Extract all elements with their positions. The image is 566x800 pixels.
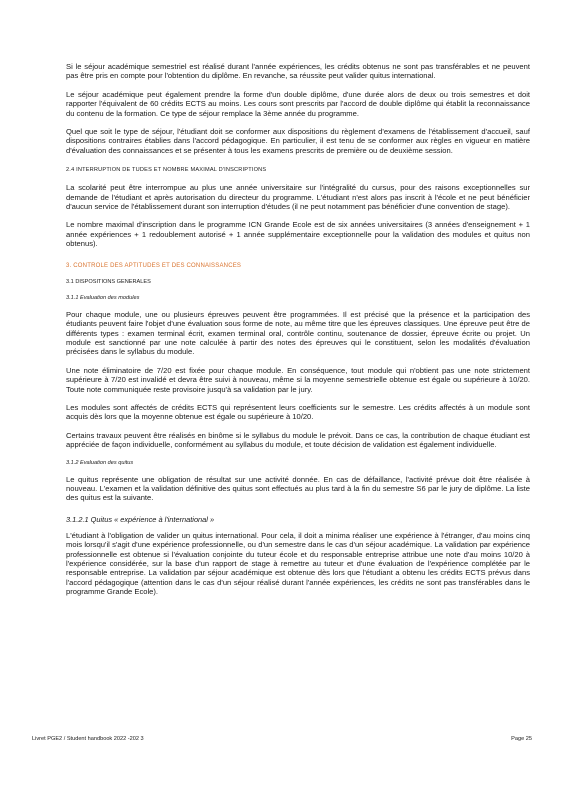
subsubsection-heading: 3.1.2 Evaluation des quitus bbox=[66, 459, 134, 466]
paragraph: Le quitus représente une obligation de résultat sur une activité donnée. En cas de défaillance, l'activité prévue doit être réalisée à nouveau. L'examen et la validation définitive des quitus sont effectués au plus tard à la fin du semestre S6 par le jury de diplôme. La liste des quitus est la suivante. bbox=[66, 474, 530, 503]
section-heading: 2.4 INTERRUPTION DE TUDES ET NOMBRE MAXIMAL D'INSCRIPTIONS bbox=[66, 167, 267, 174]
paragraph: L'étudiant à l'obligation de valider un quitus international. Pour cela, il doit a minima réaliser une expérience à l'étranger, d'au moins cinq mois lorsqu'il s'agit d'une expérience professionnelle, ou d'un semestre dans le cas d'un séjour académique. La validation par expérience professionnelle est obtenue si l'évaluation conjointe du tuteur école et du responsable entreprise attribue une note d'au moins 10/20 à l'expérience considérée, sur la base d'un rapport de stage à remettre au tuteur et d'une évaluation de l'expérience complétée par le responsable entreprise. La validation par séjour académique est obtenue dès lors que l'étudiant a obtenu les crédits ECTS prévus dans l'accord pédagogique (attention dans le cas d'un séjour réalisé durant l'année expériences, les crédits ne sont pas transférables dans le programme Grande Ecole). bbox=[66, 530, 530, 597]
subsubsection-heading: 3.1.1 Evaluation des modules bbox=[66, 294, 140, 301]
paragraph: Une note éliminatoire de 7/20 est fixée pour chaque module. En conséquence, tout module qui n'obtient pas une note strictement supérieure à 7/20 est invalidé et devra être suivi à nouveau, même si la moyenne semestrielle obtenue est égale ou supérieure à 10/20. Toute note communiquée reste provisoire jusqu'à sa validation par le jury. bbox=[66, 365, 530, 394]
paragraph: Les modules sont affectés de crédits ECTS qui représentent leurs coefficients sur le semestre. Les crédits affectés à un module sont acquis dès lors que la moyenne obtenue est égale ou supérieure à 10/20. bbox=[66, 402, 530, 422]
subsubsection-heading: 3.1.2.1 Quitus « expérience à l'international » bbox=[66, 514, 215, 524]
paragraph: Si le séjour académique semestriel est réalisé durant l'année expériences, les crédits obtenus ne sont pas transférables et ne peuvent pas être pris en compte pour l'obtention du diplôme. En revanche, sa réussite peut valider quitus international. bbox=[66, 62, 530, 81]
paragraph: Quel que soit le type de séjour, l'étudiant doit se conformer aux dispositions du règlement d'examens de l'établissement d'accueil, sauf dispositions contraires établies dans l'accord pédagogique. En particulier, il est tenu de se conformer aux règles en vigueur en matière d'évaluation des connaissances et se présenter à tous les examens prescrits de première ou de deuxième session. bbox=[66, 127, 530, 155]
page-number: Page 25 bbox=[511, 736, 532, 742]
paragraph: La scolarité peut être interrompue au plus une année universitaire sur l'intégralité du cursus, pour des raisons exceptionnelles sur demande de l'étudiant et après autorisation du directeur du programme. L'étudiant n'est alors pas inscrit à l'école et ne peut bénéficier d'aucun service de l'établissement durant son interruption d'études (il ne peut notamment pas bénéficier d'une convention de stage). bbox=[66, 183, 530, 212]
subsection-heading: 3.1 DISPOSITIONS GENERALES bbox=[66, 278, 151, 285]
paragraph: Le nombre maximal d'inscription dans le programme ICN Grande Ecole est de six années universitaires (3 années d'enseignement + 1 année expériences + 1 redoublement autorisé + 1 année supplémentaire exceptionnelle pour la validation des modules et quitus non obtenus). bbox=[66, 220, 530, 249]
document-body bbox=[66, 62, 530, 606]
paragraph: Le séjour académique peut également prendre la forme d'un double diplôme, d'une durée alors de deux ou trois semestres et doit rapporter l'équivalent de 60 crédits ECTS au moins. Les cours sont prescrits par l'accord de double diplôme qui établit la reconnaissance du contenu de la formation. Ce type de séjour remplace la 3ème année du programme. bbox=[66, 89, 530, 118]
footer-handbook-title: Livret PGE2 / Student handbook 2022 -202 3 bbox=[32, 736, 144, 742]
paragraph: Pour chaque module, une ou plusieurs épreuves peuvent être programmées. Il est précisé que la présence et la participation des étudiants peuvent faire l'objet d'une évaluation sous forme de note, au même titre que les épreuves classiques. Une épreuve peut être de différents types : examen terminal écrit, examen terminal oral, contrôle continu, soutenance de dossier, épreuve écrite ou projet. Un module est sanctionné par une note calculée à partir des notes des épreuves qui le constituent, selon les modalités d'évaluation précisées dans le syllabus du module. bbox=[66, 309, 530, 357]
paragraph: Certains travaux peuvent être réalisés en binôme si le syllabus du module le prévoit. Dans ce cas, la contribution de chaque étudiant est appréciée de façon individuelle, conformément au syllabus du module, et toute décision de validation est également individuelle. bbox=[66, 430, 530, 450]
chapter-heading: 3. CONTROLE DES APTITUDES ET DES CONNAISSANCES bbox=[66, 262, 242, 269]
